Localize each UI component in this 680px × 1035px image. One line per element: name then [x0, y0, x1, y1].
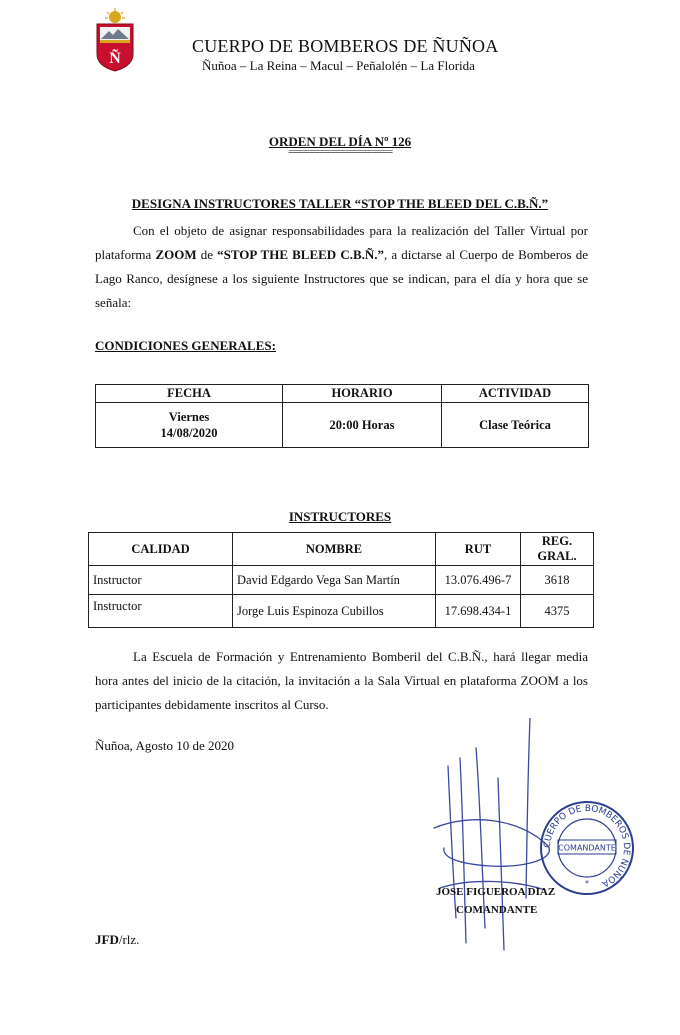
place-and-date: Ñuñoa, Agosto 10 de 2020	[95, 738, 235, 753]
header-horario: HORARIO	[283, 385, 442, 403]
header-fecha: FECHA	[96, 385, 283, 403]
order-title: ORDEN DEL DÍA Nº 126	[268, 134, 412, 149]
schedule-date-cell	[96, 403, 283, 448]
title-rule: ====================	[287, 146, 393, 158]
header-reg-gral: REG. GRAL.	[521, 533, 594, 566]
commander-seal-icon	[537, 798, 637, 898]
instructors-table	[88, 532, 594, 628]
schedule-day: Viernes	[168, 410, 210, 424]
table-row	[89, 595, 594, 628]
instructor-nombre: Jorge Luis Espinoza Cubillos	[233, 595, 436, 628]
closing-paragraph: La Escuela de Formación y Entrenamiento Bomberil del C.B.Ñ., hará llegar media hora antes del inicio de la citación, la invitación a la Sala Virtual en plataforma ZOOM a los participantes debidamente inscritos al Curso.	[95, 649, 588, 712]
fire-department-crest-icon	[94, 8, 136, 72]
seal-center-text: COMANDANTE	[558, 843, 616, 853]
general-conditions-heading: CONDICIONES GENERALES:	[95, 338, 276, 353]
instructor-rut: 17.698.434-1	[436, 595, 521, 628]
header-nombre: NOMBRE	[233, 533, 436, 566]
instructor-nombre: David Edgardo Vega San Martín	[233, 566, 436, 595]
instructor-reg: 3618	[521, 566, 594, 595]
schedule-table	[95, 384, 589, 448]
instructor-calidad: Instructor	[89, 566, 233, 595]
organization-name: CUERPO DE BOMBEROS DE ÑUÑOA	[192, 36, 499, 56]
logo-letter: Ñ	[109, 50, 121, 67]
schedule-date: 14/08/2020	[160, 426, 218, 440]
organization-communes: Ñuñoa – La Reina – Macul – Peñalolén – La Florida	[202, 58, 475, 73]
svg-text:*: *	[585, 879, 589, 888]
header-calidad: CALIDAD	[89, 533, 233, 566]
instructor-reg: 4375	[521, 595, 594, 628]
header-rut: RUT	[436, 533, 521, 566]
table-row	[89, 566, 594, 595]
header-actividad: ACTIVIDAD	[442, 385, 589, 403]
instructor-calidad: Instructor	[89, 595, 233, 628]
schedule-time: 20:00 Horas	[283, 403, 442, 448]
subject-line: DESIGNA INSTRUCTORES TALLER “STOP THE BLEED DEL C.B.Ñ.”	[131, 196, 549, 211]
intro-paragraph: Con el objeto de asignar responsabilidades para la realización del Taller Virtual por plataforma ZOOM de “STOP THE BLEED C.B.Ñ.”, a dictarse al Cuerpo de Bomberos de Lago Ranco, desígnese a los siguiente Instructores que se indican, para el día y hora que se señala:	[95, 223, 588, 310]
instructors-heading: INSTRUCTORES	[288, 509, 392, 524]
instructor-rut: 13.076.496-7	[436, 566, 521, 595]
typist-initials: JFD/rlz.	[95, 932, 140, 947]
schedule-activity: Clase Teórica	[442, 403, 589, 448]
signatory-name: JOSE FIGUEROA DIAZ	[436, 886, 556, 898]
seal-ring-text: CUERPO DE BOMBEROS DE ÑUÑOA	[542, 803, 632, 889]
signatory-role: COMANDANTE	[456, 904, 538, 916]
